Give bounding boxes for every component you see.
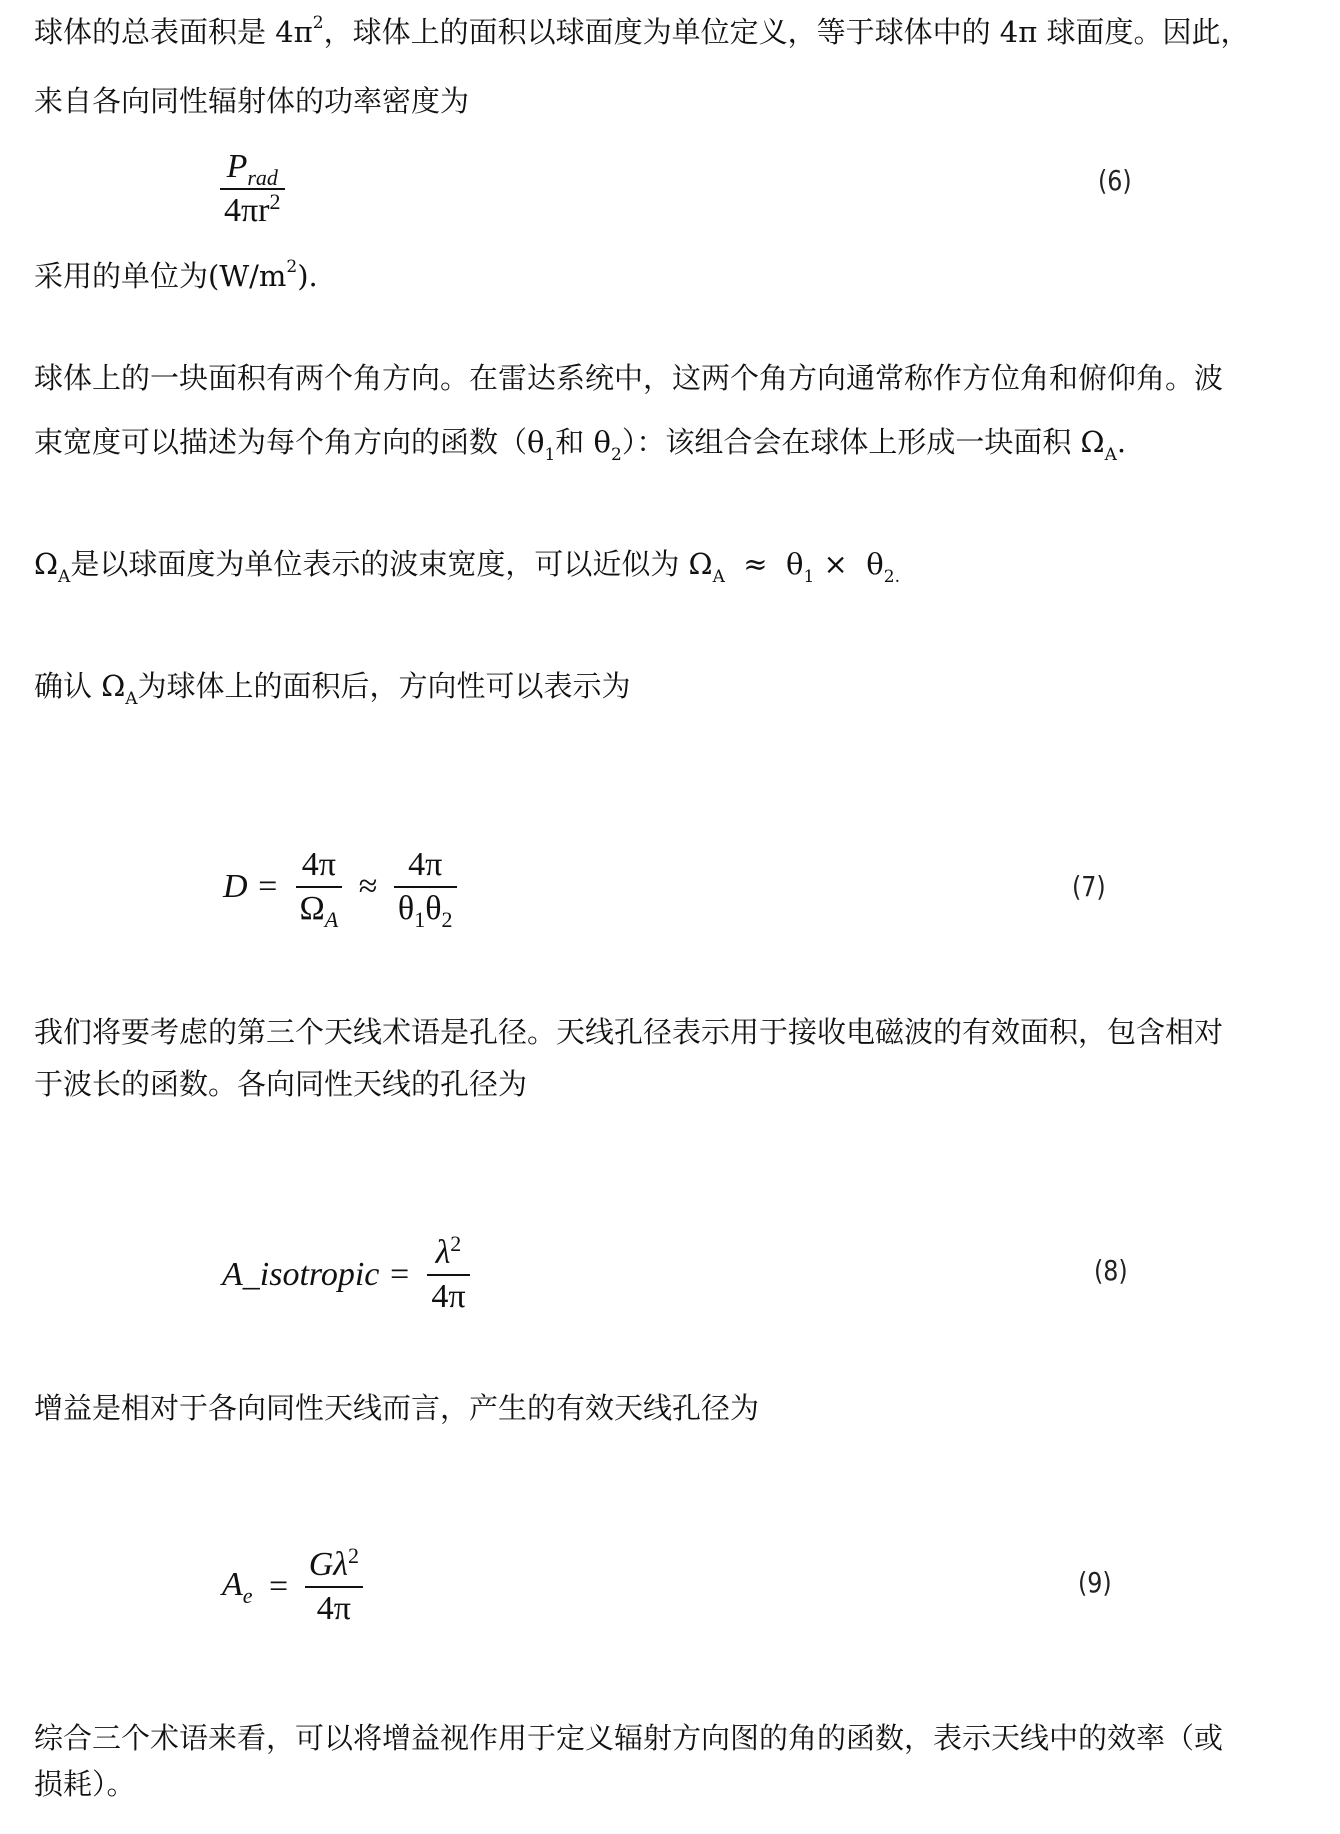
text: 束宽度可以描述为每个角方向的函数（θ	[34, 425, 545, 459]
fraction	[296, 846, 343, 932]
text: 增益是相对于各向同性天线而言，产生的有效天线孔径为	[34, 1391, 760, 1425]
eq-denominator: 4π	[316, 1590, 351, 1627]
superscript: 2	[312, 13, 324, 33]
subscript: 1	[544, 445, 556, 465]
fraction	[394, 846, 457, 932]
subscript: A	[712, 567, 725, 587]
text: 确认 Ω	[34, 669, 126, 703]
fraction	[427, 1231, 469, 1316]
eq-subscript: e	[242, 1582, 253, 1608]
subscript: 2	[610, 445, 622, 465]
text: 损耗）。	[34, 1767, 136, 1801]
paragraph-omega	[34, 532, 1324, 601]
eq-numerator: 4π	[296, 846, 343, 888]
eq-subscript: 2	[441, 907, 453, 932]
equation-number-7: (7)	[1072, 870, 1106, 903]
superscript: 2	[286, 257, 298, 277]
text: ).	[297, 259, 318, 293]
eq-symbol: Gλ	[308, 1546, 349, 1583]
equation-9	[222, 1543, 363, 1628]
text: 采用的单位为(W/m	[34, 259, 287, 293]
eq-symbol: A	[222, 1565, 243, 1603]
eq-subscript: 1	[414, 907, 426, 932]
text: 球体上的一块面积有两个角方向。在雷达系统中，这两个角方向通常称作方位角和俯仰角。波	[34, 361, 1224, 395]
paragraph-units	[34, 244, 1324, 313]
text: 综合三个术语来看，可以将增益视作用于定义辐射方向图的角的函数，表示天线中的效率（或	[34, 1721, 1224, 1755]
text: Ω	[34, 547, 59, 581]
paragraph-beamwidth	[34, 346, 1324, 479]
eq-superscript: 2	[269, 189, 281, 214]
text: 于波长的函数。各向同性天线的孔径为	[34, 1067, 528, 1101]
eq-symbol: P	[226, 148, 248, 185]
eq-subscript: A	[324, 907, 339, 932]
eq-symbol: Ω	[299, 890, 325, 927]
text: 来自各向同性辐射体的功率密度为	[34, 84, 470, 118]
equation-number-9: (9)	[1078, 1566, 1112, 1599]
text: ）：该组合会在球体上形成一块面积 Ω	[621, 425, 1105, 459]
subscript: A	[1104, 445, 1117, 465]
subscript: A	[125, 689, 138, 709]
text: 为球体上的面积后，方向性可以表示为	[137, 669, 631, 703]
fraction	[220, 148, 285, 230]
text: ≈ θ	[724, 547, 804, 581]
eq-symbol: θ	[425, 890, 442, 927]
equation-number-6: (6)	[1098, 164, 1132, 197]
text: .	[1116, 425, 1127, 459]
equation-6	[220, 148, 285, 230]
text: 我们将要考虑的第三个天线术语是孔径。天线孔径表示用于接收电磁波的有效面积，包含相对	[34, 1015, 1224, 1049]
eq-denominator: 4πr	[224, 192, 270, 229]
text: 是以球面度为单位表示的波束宽度，可以近似为 Ω	[70, 547, 713, 581]
paragraph-summary	[34, 1706, 1324, 1834]
text: × θ	[814, 547, 884, 581]
paragraph-aperture	[34, 1000, 1324, 1128]
text: 球体的总表面积是 4π	[34, 15, 313, 49]
eq-subscript: rad	[247, 165, 278, 190]
eq-symbol: θ	[397, 890, 415, 927]
equation-number-8: (8)	[1094, 1254, 1128, 1287]
eq-symbol: λ	[435, 1234, 451, 1271]
eq-approx: ≈	[358, 868, 378, 905]
eq-equals: =	[269, 1568, 289, 1605]
equation-7	[215, 846, 457, 932]
eq-lhs: D =	[223, 868, 279, 905]
paragraph-sphere-area	[34, 0, 1324, 133]
paragraph-directivity	[34, 654, 1324, 723]
subscript: A	[58, 567, 71, 587]
eq-lhs: A_isotropic =	[222, 1256, 411, 1293]
eq-superscript: 2	[348, 1543, 360, 1568]
equation-8	[222, 1231, 470, 1316]
text: ，球体上的面积以球面度为单位定义，等于球体中的 4π 球面度。因此，	[323, 15, 1250, 49]
eq-numerator: 4π	[394, 846, 457, 888]
subscript: 2.	[883, 567, 900, 587]
text: 和 θ	[555, 425, 611, 459]
eq-denominator: 4π	[431, 1278, 466, 1315]
paragraph-gain	[34, 1376, 1324, 1440]
fraction	[305, 1543, 363, 1628]
eq-superscript: 2	[450, 1231, 462, 1256]
subscript: 1	[803, 567, 815, 587]
